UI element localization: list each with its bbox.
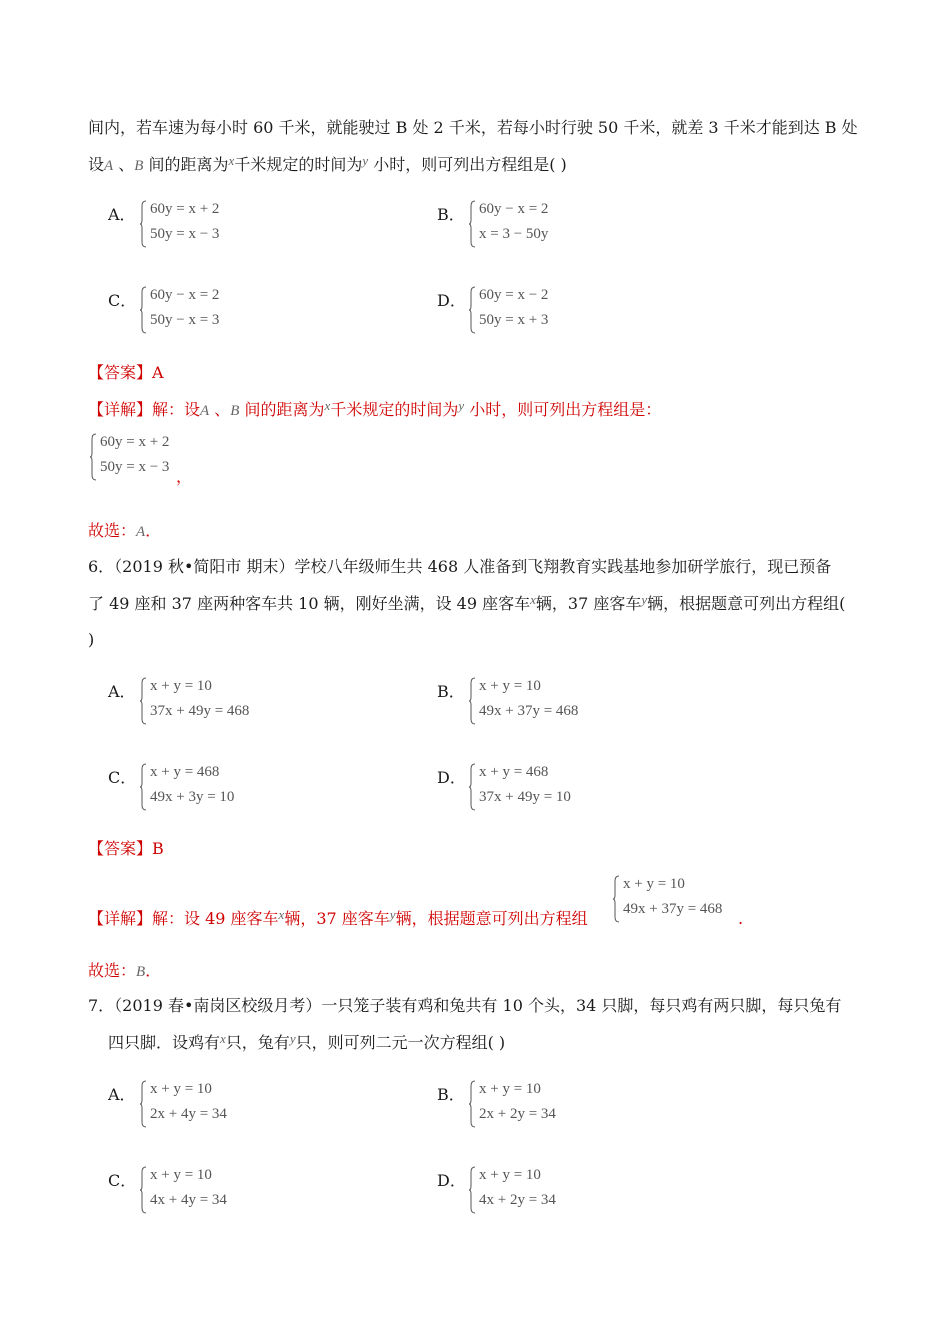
brace-icon <box>469 677 476 725</box>
q5-line-2: 设A 、B 间的距离为$^x$千米规定的时间为$^y$ 小时，则可列出方程组是( ) <box>88 153 567 174</box>
q6-line-2: 了 49 座和 37 座两种客车共 10 辆，刚好坐满，设 49 座客车$^x$辆，37 座客车$^y$辆，根据题意可列出方程组( <box>88 592 846 613</box>
q6-choose: 故选：B． <box>88 961 162 980</box>
q6-detail-dot: . <box>738 909 744 928</box>
brace-icon <box>613 875 620 923</box>
brace-icon <box>469 286 476 334</box>
brace-icon <box>140 200 147 248</box>
brace-icon <box>469 1166 476 1214</box>
q5-line-1: 间内，若车速为每小时 60 千米，就能驶过 B 处 2 千米，若每小时行驶 50 千米，就差 3 千米才能到达 B 处 <box>88 118 858 137</box>
q5-detail-comma: ， <box>176 467 193 486</box>
q5-answer: 【答案】A <box>88 363 164 382</box>
q5-choose: 故选：A． <box>88 521 162 540</box>
brace-icon <box>140 1166 147 1214</box>
brace-icon <box>90 433 97 481</box>
q5-detail: 【详解】解：设A 、B 间的距离为$^x$千米规定的时间为$^y$ 小时，则可列出方程组是： <box>88 398 662 419</box>
brace-icon <box>140 677 147 725</box>
q6-line-1: 6．（2019 秋•简阳市 期末）学校八年级师生共 468 人准备到飞翔教育实践基地参加研学旅行，现已预备 <box>88 557 832 576</box>
brace-icon <box>469 200 476 248</box>
brace-icon <box>140 1080 147 1128</box>
brace-icon <box>140 763 147 811</box>
brace-icon <box>140 286 147 334</box>
q6-answer: 【答案】B <box>88 839 164 858</box>
brace-icon <box>469 1080 476 1128</box>
q7-line-1: 7．（2019 春•南岗区校级月考）一只笼子装有鸡和兔共有 10 个头，34 只脚，每只鸡有两只脚，每只兔有 <box>88 996 842 1015</box>
q7-line-2: 四只脚．设鸡有$^x$只，兔有$^y$只，则可列二元一次方程组( ) <box>108 1031 506 1052</box>
q6-detail: 【详解】解：设 49 座客车$^x$辆，37 座客车$^y$辆，根据题意可列出方程组 <box>88 907 588 928</box>
q6-line-3: ) <box>88 630 95 649</box>
document-page: 间内，若车速为每小时 60 千米，就能驶过 B 处 2 千米，若每小时行驶 50 千米，就差 3 千米才能到达 B 处 设A 、B 间的距离为$^x$千米规定的时间为$^y$ 小时，则可列出方程组是( ) A． 60y = x + 2 50y = x − 3 B． 60y − x = 2 x = 3 − 50y C． 60y − x = 2 50y − x = 3 D． 60y = x − 2 50y = x + 3 【答案】A 【详解】解：设A 、B 间的距离为$^x$千米规定的时间为$^y$ 小时，则可列出方程组是： 60y = x + 2 50y = x − 3 ， 故选：A． 6．（2019 秋•简阳市 期末）学校八年级师生共 468 人准备到飞翔教育实践基地参加研学旅行，现已预备 了 49 座和 37 座两种客车共 10 辆，刚好坐满，设 49 座客车$^x$辆，37 座客车$^y$辆，根据题意可列出方程组( ) A． x + y = 10 37x + 49y = 468 B． x + y = 10 49x + 37y = 468 C． x + y = 468 49x + 3y = 10 D． x + y = 468 37x + 49y = 10 【答案】B 【详解】解：设 49 座客车$^x$辆，37 座客车$^y$辆，根据题意可列出方程组 x + y = 10 49x + 37y = 468 . 故选：B． 7．（2019 春•南岗区校级月考）一只笼子装有鸡和兔共有 10 个头，34 只脚，每只鸡有两只脚，每只兔有 四只脚．设鸡有$^x$只，兔有$^y$只，则可列二元一次方程组( ) A． x + y = 10 2x + 4y = 34 B． x + y = 10 2x + 2y = 34 C． x + y = 10 4x + 4y = 34 D． x + y = 10 4x + 2y = 34 <box>0 0 950 1344</box>
brace-icon <box>469 763 476 811</box>
